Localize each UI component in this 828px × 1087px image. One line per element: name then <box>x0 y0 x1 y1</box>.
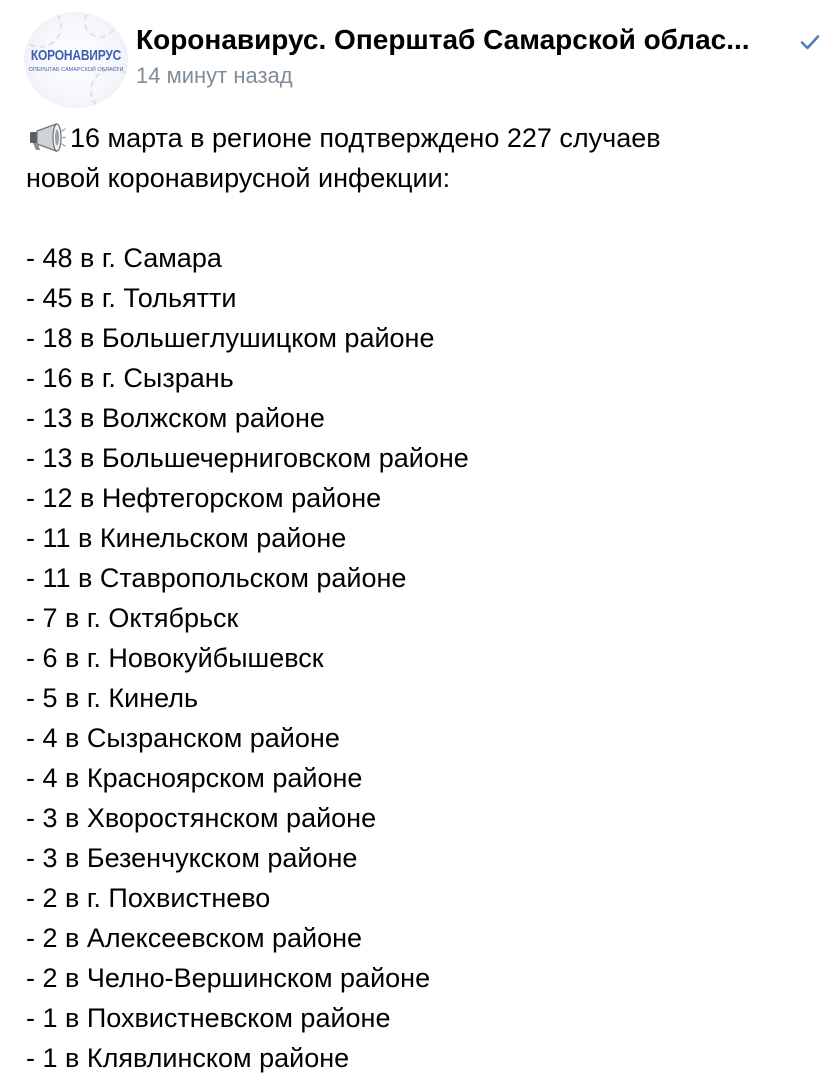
list-item: - 13 в Большечерниговском районе <box>26 443 469 473</box>
post-text <box>26 118 816 1078</box>
post-intro-line-2: новой коронавирусной инфекции: <box>26 163 451 193</box>
list-item: - 13 в Волжском районе <box>26 403 325 433</box>
list-item: - 1 в Похвистневском районе <box>26 1003 391 1033</box>
list-item: - 5 в г. Кинель <box>26 683 199 713</box>
list-item: - 18 в Большеглушицком районе <box>26 323 435 353</box>
virus-decoration-icon <box>84 12 116 38</box>
list-item: - 7 в г. Октябрьск <box>26 603 239 633</box>
list-item: - 11 в Ставропольском районе <box>26 563 407 593</box>
megaphone-icon <box>26 121 66 153</box>
post-timestamp-link[interactable]: 14 минут назад <box>136 63 293 88</box>
list-item: - 6 в г. Новокуйбышевск <box>26 643 324 673</box>
list-item: - 2 в Челно-Вершинском районе <box>26 963 431 993</box>
avatar-logo-subtitle: ОПЕРШТАБ САМАРСКОЙ ОБЛАСТИ <box>28 67 124 73</box>
post-intro-line-1 <box>26 118 816 158</box>
list-item: - 2 в г. Похвистнево <box>26 883 271 913</box>
list-item: - 11 в Кинельском районе <box>26 523 347 553</box>
list-item: - 16 в г. Сызрань <box>26 363 234 393</box>
virus-decoration-icon <box>90 68 128 108</box>
list-item: - 12 в Нефтегорском районе <box>26 483 382 513</box>
list-item: - 48 в г. Самара <box>26 243 222 273</box>
checkmark-icon <box>798 30 822 54</box>
list-item: - 4 в Красноярском районе <box>26 763 363 793</box>
list-item: - 3 в Безенчукском районе <box>26 843 358 873</box>
paragraph-spacer <box>26 198 816 238</box>
list-item: - 1 в Клявлинском районе <box>26 1043 350 1073</box>
avatar-logo-title: КОРОНАВИРУС <box>30 46 122 64</box>
post-intro-text-1: 16 марта в регионе подтверждено 227 случаев <box>70 123 661 153</box>
cases-list <box>26 238 816 1078</box>
virus-decoration-icon <box>24 12 62 48</box>
list-item: - 4 в Сызранском районе <box>26 723 340 753</box>
channel-avatar[interactable] <box>24 12 128 108</box>
channel-name-link[interactable]: Коронавирус. Оперштаб Самарской облас... <box>136 24 750 55</box>
list-item: - 2 в Алексеевском районе <box>26 923 363 953</box>
list-item: - 3 в Хворостянском районе <box>26 803 377 833</box>
list-item: - 45 в г. Тольятти <box>26 283 237 313</box>
post-header <box>0 0 828 110</box>
